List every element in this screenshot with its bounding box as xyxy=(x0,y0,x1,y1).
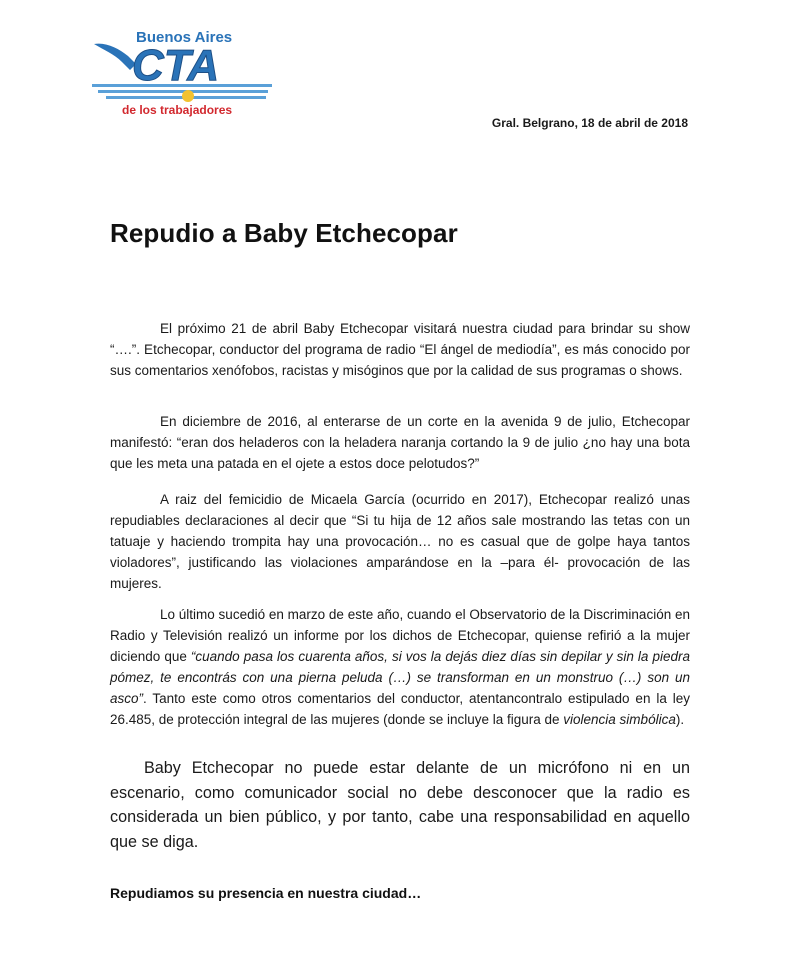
paragraph-4-text-c: ). xyxy=(675,712,685,727)
bird-icon xyxy=(94,44,136,70)
paragraph-3: A raiz del femicidio de Micaela García (ocurrido en 2017), Etchecopar realizó unas repudiables declaraciones al decir que “Si tu hija de 12 años sale mostrando las tetas con un tatuaje y haciendo trompita hay una provocación… no es casual que de golpe haya tantos violadores”, justificando las violaciones amparándose en la –para él- provocación de las mujeres. xyxy=(110,492,690,591)
paragraph-4-text-b: . Tanto este como otros comentarios del conductor, atentancontralo estipulado en la ley 26.485, de protección integral de las mujeres (donde se incluye la figura de xyxy=(110,691,690,727)
paragraph-4 xyxy=(110,604,690,730)
letter-date: Gral. Belgrano, 18 de abril de 2018 xyxy=(491,116,688,130)
paragraph-1: El próximo 21 de abril Baby Etchecopar visitará nuestra ciudad para brindar su show “….”. Etchecopar, conductor del programa de radio “El ángel de mediodía”, es más conocido por sus comentarios xenófobos, racistas y misóginos que por la calidad de sus programas o shows. xyxy=(110,321,690,378)
logo-tagline: de los trabajadores xyxy=(122,103,233,117)
logo-initials: CTA xyxy=(132,41,220,90)
closing-statement: Repudiamos su presencia en nuestra ciudad… xyxy=(110,885,422,901)
paragraph-2: En diciembre de 2016, al enterarse de un corte en la avenida 9 de julio, Etchecopar manifestó: “eran dos heladeros con la heladera naranja cortando la 9 de julio ¿no hay una bota que les meta una patada en el ojete a estos doce pelotudos?” xyxy=(110,414,690,471)
paragraph-4-text-a: Lo último sucedió en marzo de este año, cuando el Observatorio de la Discriminación en Radio y Televisión realizó un informe por los dichos de Etchecopar, quiense refirió a la mujer diciendo que xyxy=(110,607,690,664)
logo-city: Buenos Aires xyxy=(136,29,233,46)
page-title: Repudio a Baby Etchecopar xyxy=(110,218,458,248)
paragraph-4-term: violencia simbólica xyxy=(563,712,676,727)
paragraph-4-quote: “cuando pasa los cuarenta años, si vos la dejás diez días sin depilar y sin la piedra pómez, te encontrás con una pierna peluda (…) se transforman en un monstruo (…) son un asco” xyxy=(110,649,690,706)
paragraph-5: Baby Etchecopar no puede estar delante de un micrófono ni en un escenario, como comunicador social no debe desconocer que la radio es considerada un bien público, y por tanto, cabe una responsabilidad en aquello que se diga. xyxy=(110,759,690,851)
cta-logo xyxy=(92,28,282,120)
